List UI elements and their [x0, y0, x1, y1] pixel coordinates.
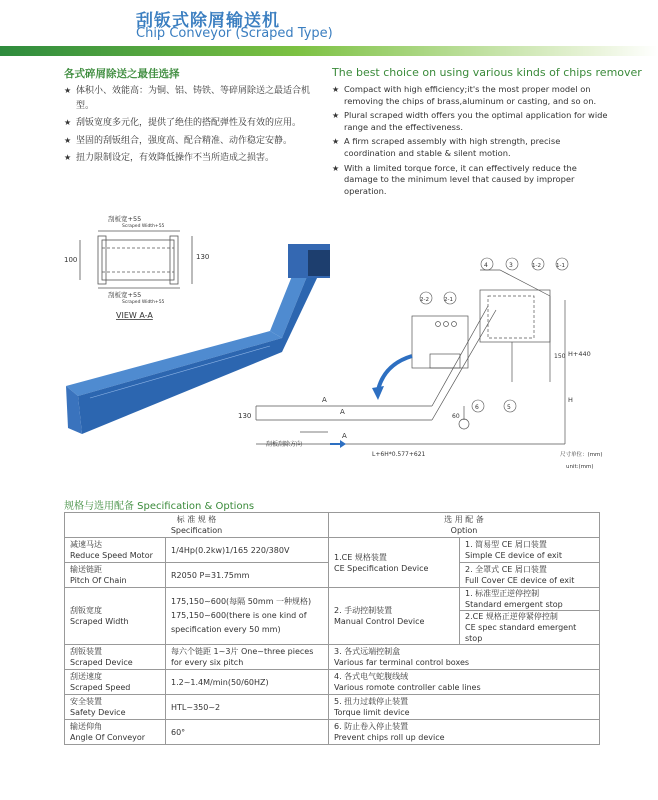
page-title-cn: 刮钣式除屑输送机 [136, 11, 280, 31]
chip-flow-arrow [378, 356, 412, 390]
option-2-1-en: Standard emergent stop [465, 600, 563, 609]
dim-100: 100 [64, 256, 78, 264]
table-row [65, 720, 600, 745]
option-4-cn: 4. 各式电气蛇腹线绒 [334, 672, 409, 681]
row-value: HTL~350~2 [166, 695, 329, 720]
row-value: 每六个链距 1~3片 One~three pieces for every six pitch [166, 645, 329, 670]
unit-en: unit:(mm) [566, 464, 594, 470]
dim-150: 150 [554, 353, 566, 360]
view-a-a-section [80, 231, 192, 288]
row-label-en: Scraped Width [70, 617, 129, 626]
conveyor-diagram [60, 206, 620, 476]
callouts [420, 258, 568, 412]
direction-label: 刮板刮除方向 [266, 441, 303, 448]
view-label: VIEW A-A [116, 311, 153, 320]
option-3-en: Various far terminal control boxes [334, 658, 470, 667]
dim-h440: H+440 [568, 350, 591, 358]
table-row [65, 670, 600, 695]
row-value: 60° [166, 720, 329, 745]
callout-3: 3 [509, 262, 513, 269]
feature-item-en: ★ A firm scraped assembly with high strength, precise coordination and stable & silent motion. [332, 136, 610, 159]
spec-table [64, 512, 600, 745]
row-label-cn: 输送链距 [70, 565, 102, 574]
option-4-en: Various romote controller cable lines [334, 683, 481, 692]
option-5-cn: 5. 扭力过载停止装置 [334, 697, 409, 706]
header-right-cn: 选 用 配 备 [444, 515, 484, 524]
callout-2-1: 2-1 [444, 297, 453, 303]
option-2-en: Manual Control Device [334, 617, 425, 626]
features-list-en [332, 84, 610, 200]
dim-60: 60 [452, 413, 460, 420]
callout-1-2: 1-2 [532, 263, 541, 269]
feature-item-en: ★ With a limited torque force, it can effectively reduce the damage to the minimum level that caused by improper operation. [332, 163, 610, 198]
header-left-cn: 标 准 规 格 [176, 515, 217, 524]
features-heading-en: The best choice on using various kinds of chips remover [332, 66, 642, 79]
direction-arrow-icon [330, 440, 346, 448]
option-1-2-cn: 2. 全罩式 CE 屑口装置 [465, 565, 547, 574]
features-list-cn [64, 84, 326, 169]
row-label-cn: 减速马达 [70, 540, 102, 549]
option-6-cn: 6. 防止卷入停止装置 [334, 722, 409, 731]
dim-h: H [568, 396, 573, 404]
dim-130: 130 [196, 253, 210, 261]
table-row [65, 645, 600, 670]
option-2-1-cn: 1. 标准型正逆停控制 [465, 589, 540, 598]
callout-4: 4 [484, 262, 488, 269]
row-value: 1.2~1.4M/min(50/60HZ) [166, 670, 329, 695]
title-gradient-bar [0, 46, 658, 56]
callout-6: 6 [475, 404, 479, 411]
header-left-en: Specification [170, 526, 223, 535]
option-1-2-en: Full Cover CE device of exit [465, 576, 575, 585]
row-value: 175,150~600(每隔 50mm 一种规格) 175,150~600(there is one kind of specification every 50 mm) [166, 588, 329, 645]
table-row [65, 588, 600, 645]
table-row [65, 538, 600, 563]
row-value: R2050 P=31.75mm [166, 563, 329, 588]
row-label-en: Scraped Speed [70, 683, 131, 692]
callout-2-2: 2-2 [420, 297, 429, 303]
dim-130b: 130 [238, 412, 252, 420]
option-1-1-cn: 1. 简易型 CE 屑口装置 [465, 540, 547, 549]
feature-item-cn: ★ 坚固的刮钣组合，强度高、配合精准、动作稳定安静。 [64, 134, 326, 149]
conveyor-render [66, 244, 330, 434]
label-a-2: A [340, 408, 345, 416]
spec-heading: 规格与选用配备 Specification & Options [64, 501, 255, 512]
row-label-cn: 刮送速度 [70, 672, 102, 681]
label-a-1: A [322, 396, 327, 404]
feature-item-en: ★ Plural scraped width offers you the optimal application for wide range and the effectiveness. [332, 110, 610, 133]
view-top-label-en: Scraped Width+55 [122, 224, 165, 229]
row-label-cn: 刮钣装置 [70, 647, 102, 656]
row-label-cn: 刮钣宽度 [70, 606, 102, 615]
option-1-en: CE Specification Device [334, 563, 429, 573]
view-top-label-cn: 刮板宽+55 [108, 215, 142, 223]
spec-header-left [65, 513, 329, 538]
option-6-en: Prevent chips roll up device [334, 733, 445, 742]
row-label-en: Angle Of Conveyor [70, 733, 146, 742]
table-header-row [65, 513, 600, 538]
length-formula: L+6H*0.577+621 [372, 451, 426, 458]
row-label-cn: 输送仰角 [70, 722, 102, 731]
row-label-en: Pitch Of Chain [70, 576, 127, 585]
row-label-en: Scraped Device [70, 658, 133, 667]
callout-5: 5 [507, 404, 511, 411]
features-heading-cn: 各式碎屑除送之最佳选择 [64, 68, 180, 80]
row-value: 1/4Hp(0.2kw)1/165 220/380V [166, 538, 329, 563]
option-5-en: Torque limit device [334, 708, 410, 717]
row-label-cn: 安全装置 [70, 697, 102, 706]
spec-header-right [329, 513, 600, 538]
option-3-cn: 3. 各式远端控制盒 [334, 647, 401, 656]
option-1-1-en: Simple CE device of exit [465, 551, 562, 560]
unit-cn: 尺寸单位：(mm) [560, 452, 603, 458]
option-2-2-cn: 2.CE 规格正逆停紧停控制 [465, 612, 558, 621]
row-label-en: Safety Device [70, 708, 126, 717]
option-2-cn: 2. 手动控制装置 [334, 606, 393, 615]
view-bot-label-en: Scraped Width+55 [122, 300, 165, 305]
option-2-2-en: CE spec standard emergent stop [465, 623, 577, 643]
option-2-2 [460, 610, 599, 644]
page-title-en: Chip Conveyor (Scraped Type) [136, 26, 333, 41]
table-row [65, 695, 600, 720]
feature-item-en: ★ Compact with high efficiency;it's the most proper model on removing the chips of brass,aluminum or casting, and so on. [332, 84, 610, 107]
feature-item-cn: ★ 刮钣宽度多元化，提供了绝佳的搭配弹性及有效的应用。 [64, 116, 326, 131]
feature-item-cn: ★ 扭力限制设定，有效降低操作不当所造成之损害。 [64, 151, 326, 166]
feature-item-cn: ★ 体积小、效能高：为铜、铝、铸铁、等碎屑除送之最适合机型。 [64, 84, 326, 113]
row-label-en: Reduce Speed Motor [70, 551, 153, 560]
chip-flow-arrow-head [372, 386, 384, 400]
option-1-cn: 1.CE 规格装置 [334, 552, 387, 562]
view-bot-label-cn: 刮板宽+55 [108, 291, 142, 299]
label-a-3: A [342, 432, 347, 440]
header-right-en: Option [450, 526, 478, 535]
callout-1-1: 1-1 [556, 263, 565, 269]
